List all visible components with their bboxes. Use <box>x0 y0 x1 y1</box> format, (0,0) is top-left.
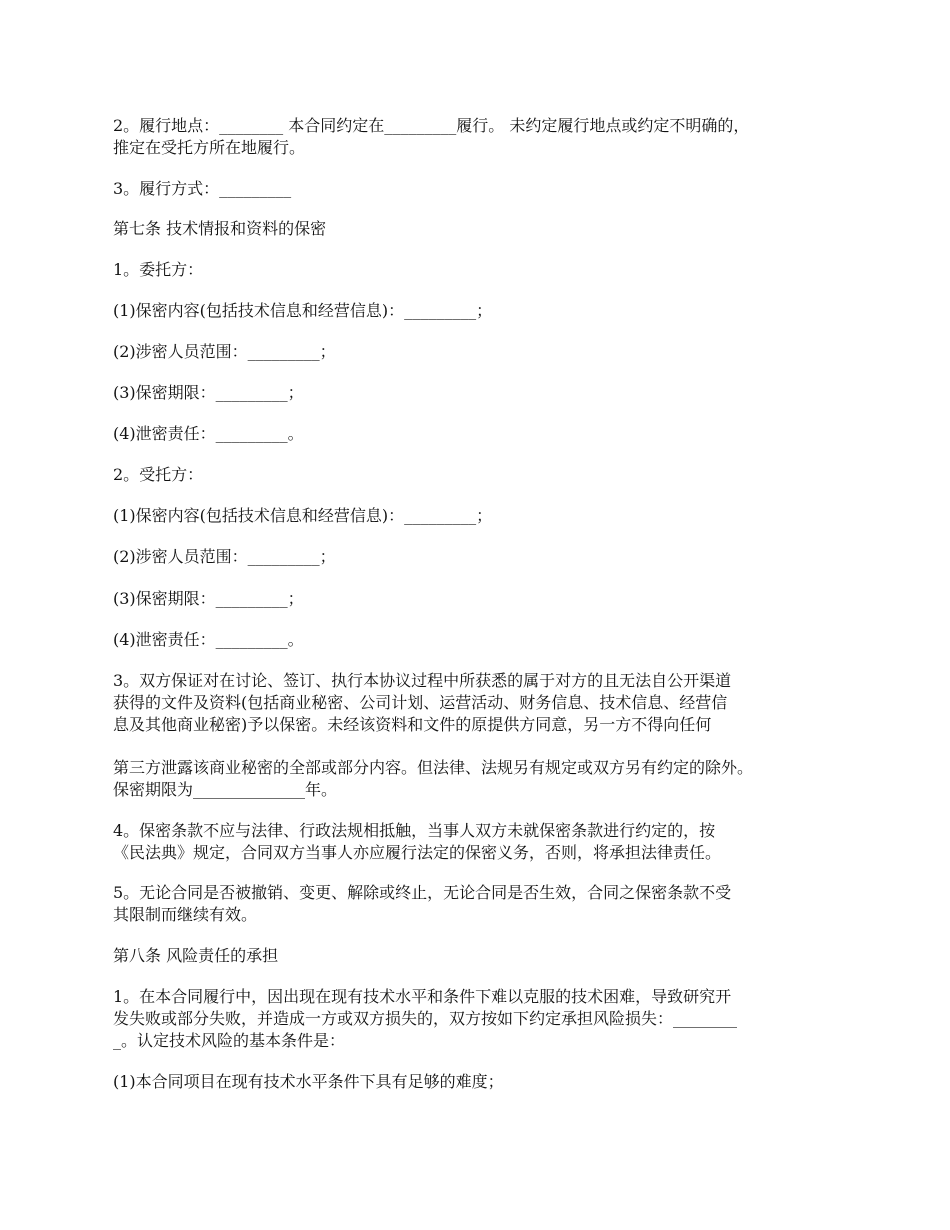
text-line: 第七条 技术情报和资料的保密 <box>113 219 327 238</box>
client-confidential-content <box>113 300 848 322</box>
text-line: 2。履行地点：________ 本合同约定在_________履行。 未约定履行地点或约定不明确的， <box>113 116 750 135</box>
text-line: 推定在受托方所在地履行。 <box>113 138 306 157</box>
text-line: 获得的文件及资料(包括商业秘密、公司计划、运营活动、财务信息、技术信息、经营信 <box>113 693 728 712</box>
text-line: 息及其他商业秘密)予以保密。未经该资料和文件的原提供方同意，另一方不得向任何 <box>113 715 712 734</box>
text-line: 4。保密条款不应与法律、行政法规相抵触，当事人双方未就保密条款进行约定的，按 <box>113 821 716 840</box>
text-line: (1)保密内容(包括技术信息和经营信息)：_________； <box>113 301 493 320</box>
clause-6-2-performance-place <box>113 115 848 159</box>
text-line: 1。在本合同履行中，因出现在现有技术水平和条件下难以克服的技术困难，导致研究开 <box>113 987 732 1006</box>
text-line: (4)泄密责任：_________。 <box>113 630 304 649</box>
text-line: 其限制而继续有效。 <box>113 905 258 924</box>
clause-7-1-client <box>113 259 848 281</box>
text-line: 3。双方保证对在讨论、签订、执行本协议过程中所获悉的属于对方的且无法自公开渠道 <box>113 671 732 690</box>
risk-condition-1 <box>113 1071 848 1093</box>
article-8-heading <box>113 945 848 967</box>
text-line: 第三方泄露该商业秘密的全部或部分内容。但法律、法规另有规定或双方另有约定的除外。 <box>113 758 754 777</box>
contractor-personnel-scope <box>113 546 848 568</box>
client-leak-liability <box>113 423 848 445</box>
text-line: 第八条 风险责任的承担 <box>113 946 279 965</box>
clause-7-2-contractor <box>113 464 848 486</box>
text-line: (2)涉密人员范围：_________； <box>113 342 336 361</box>
contractor-confidential-content <box>113 505 848 527</box>
clause-7-5-survival <box>113 882 848 926</box>
text-line: 5。无论合同是否被撤销、变更、解除或终止，无论合同是否生效，合同之保密条款不受 <box>113 883 732 902</box>
text-line: (2)涉密人员范围：_________； <box>113 547 336 566</box>
client-confidential-period <box>113 382 848 404</box>
text-line: 1。委托方： <box>113 260 204 279</box>
text-line: _。认定技术风险的基本条件是： <box>113 1031 346 1050</box>
text-line: (1)本合同项目在现有技术水平条件下具有足够的难度； <box>113 1072 504 1091</box>
text-line: 2。受托方： <box>113 465 204 484</box>
clause-8-1-risk-sharing <box>113 986 848 1052</box>
clause-7-3-continuation <box>113 757 848 801</box>
text-line: (3)保密期限：_________； <box>113 589 304 608</box>
contractor-confidential-period <box>113 588 848 610</box>
clause-6-3-performance-method <box>113 178 848 200</box>
text-line: 3。履行方式：_________ <box>113 179 292 198</box>
article-7-heading <box>113 218 848 240</box>
text-line: (4)泄密责任：_________。 <box>113 424 304 443</box>
client-personnel-scope <box>113 341 848 363</box>
text-line: (1)保密内容(包括技术信息和经营信息)：_________； <box>113 506 493 525</box>
contractor-leak-liability <box>113 629 848 651</box>
text-line: 保密期限为______________年。 <box>113 780 338 799</box>
text-line: 《民法典》规定，合同双方当事人亦应履行法定的保密义务，否则，将承担法律责任。 <box>113 843 722 862</box>
clause-7-3-mutual-guarantee <box>113 670 848 736</box>
clause-7-4-legal-compliance <box>113 820 848 864</box>
text-line: 发失败或部分失败，并造成一方或双方损失的，双方按如下约定承担风险损失：________ <box>113 1009 738 1028</box>
text-line: (3)保密期限：_________； <box>113 383 304 402</box>
